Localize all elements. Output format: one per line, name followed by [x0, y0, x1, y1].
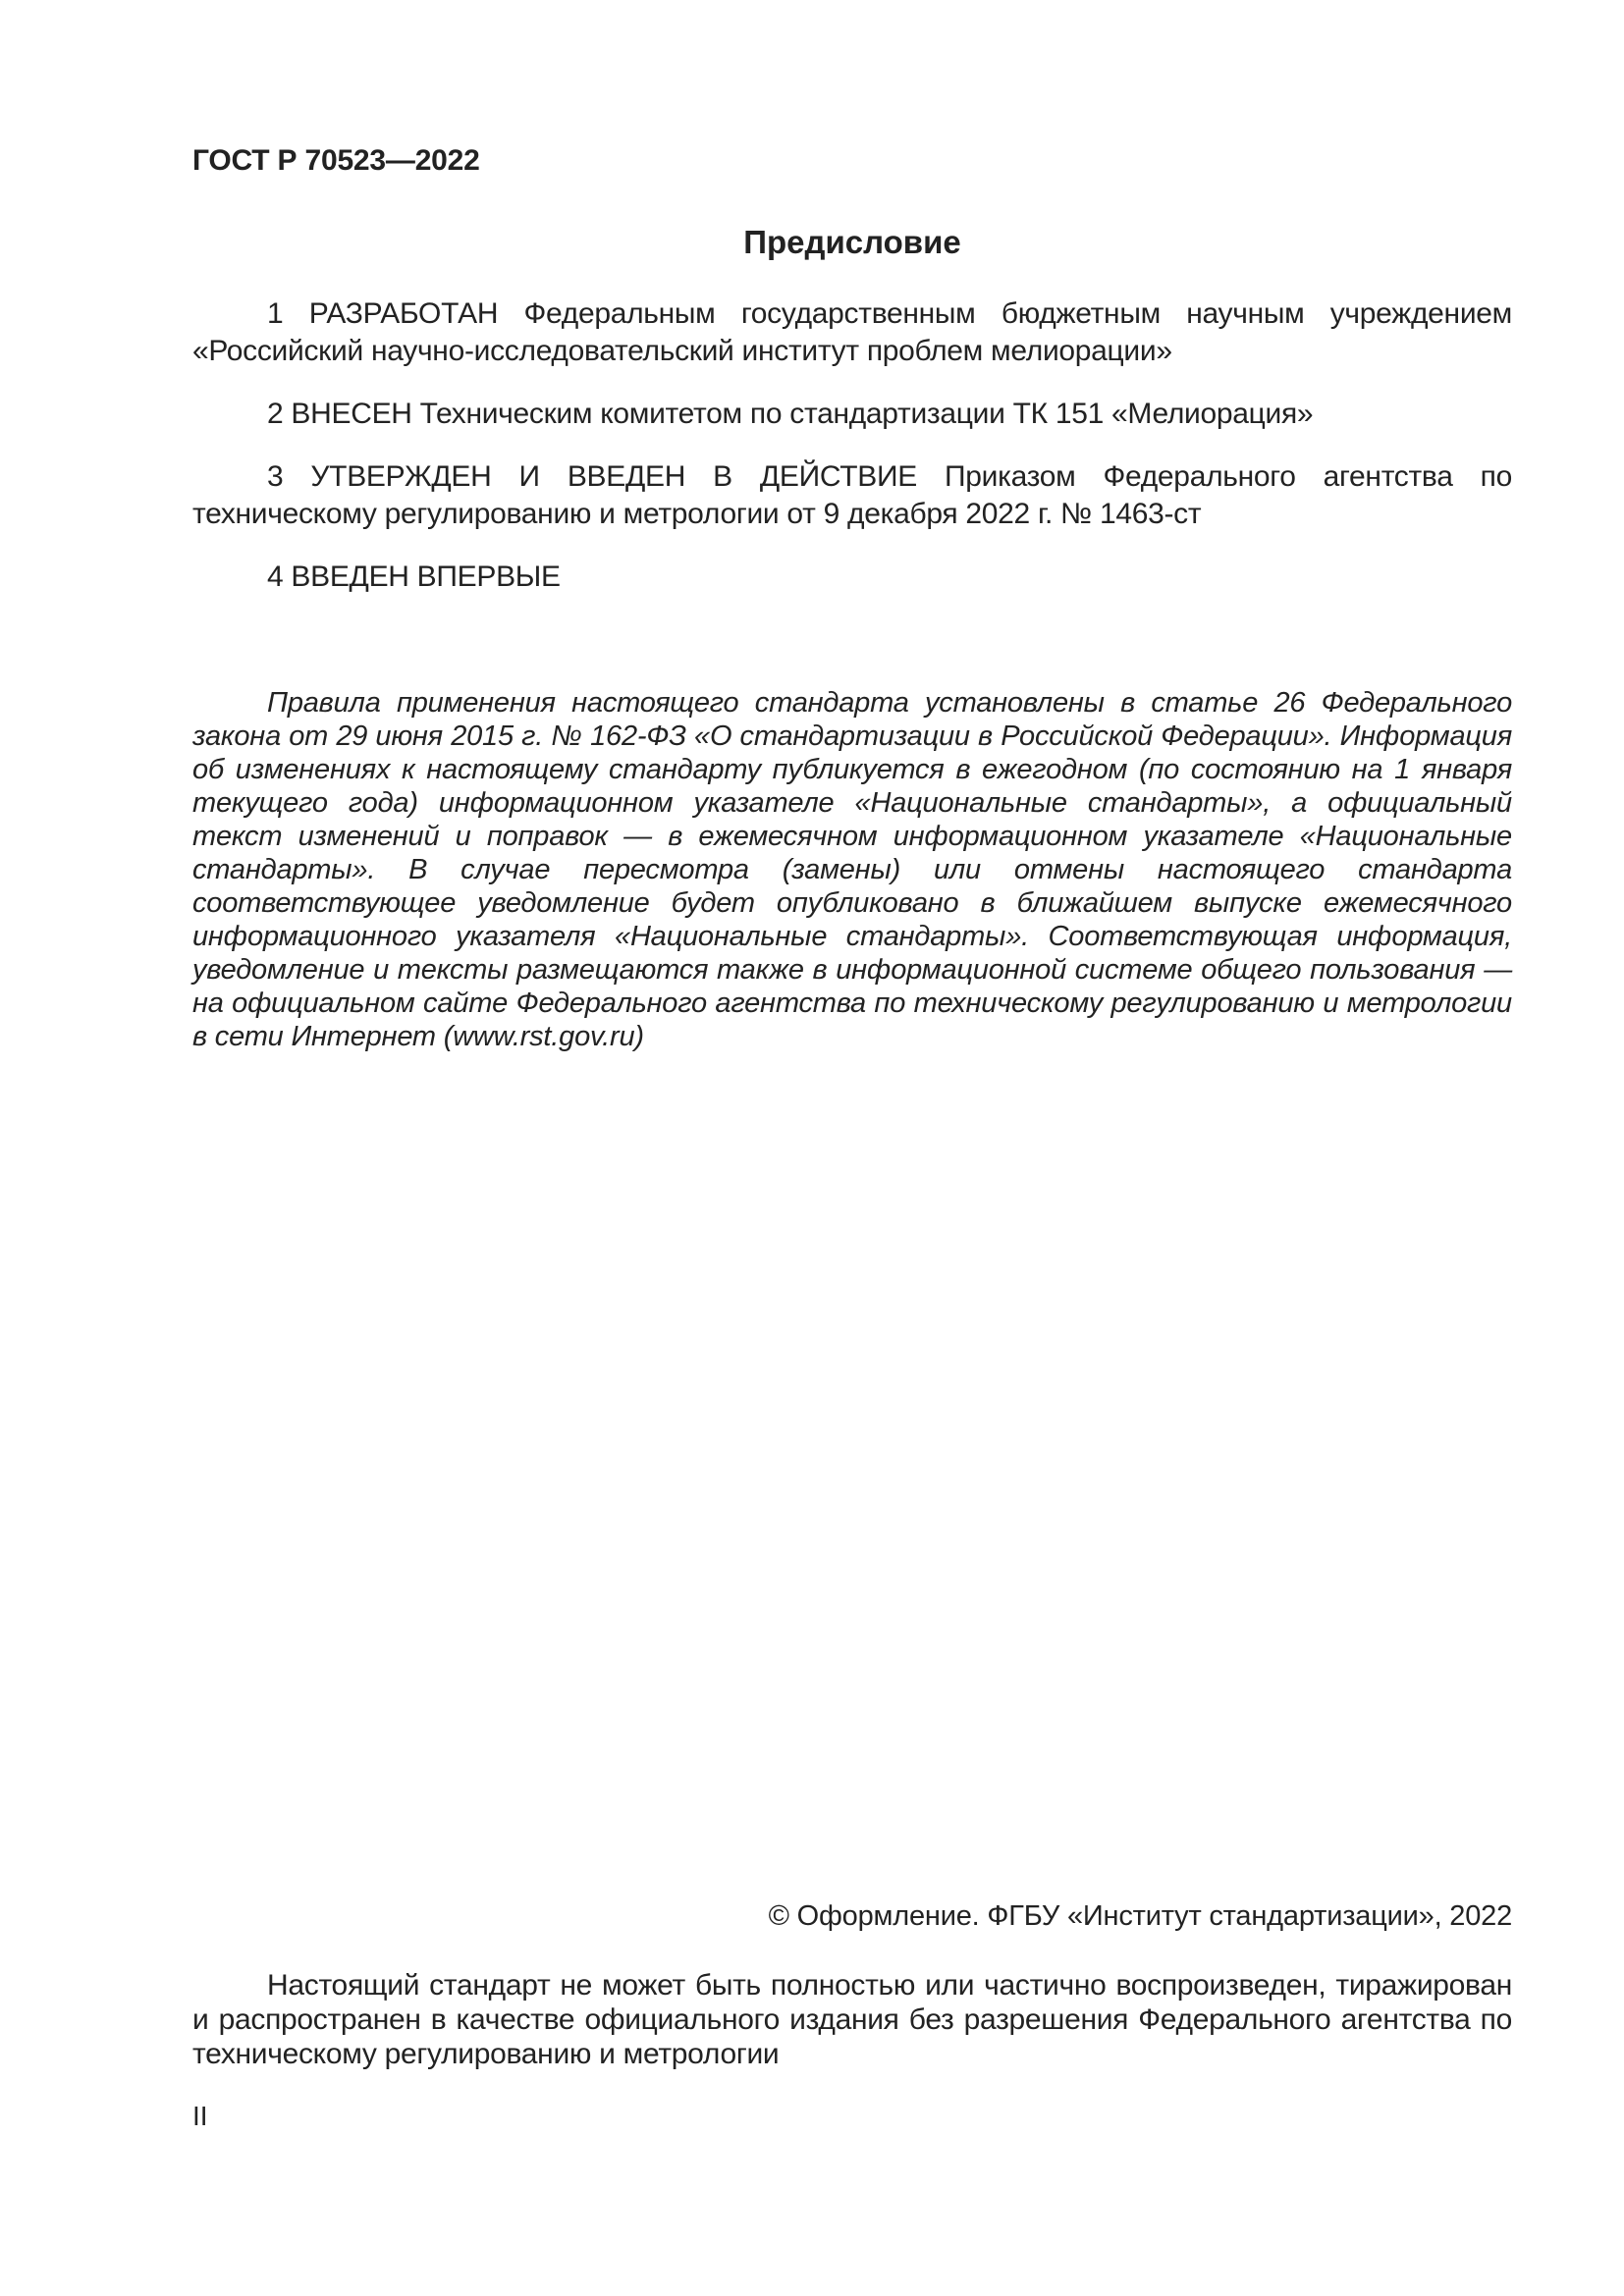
distribution-restriction-note: Настоящий стандарт не может быть полностью или частично воспроизведен, тиражирован и распространен в качестве официального издания без разрешения Федерального агентства по техническому регулированию и метрологии: [192, 1969, 1512, 2070]
legal-application-note: Правила применения настоящего стандарта установлены в статье 26 Федерального закона от 29 июня 2015 г. № 162-ФЗ «О стандартизации в Российской Федерации». Информация об изменениях к настоящему стандарту публикуется в ежегодном (по состоянию на 1 января текущего года) информационном указателе «Национальные стандарты», а официальный текст изменений и поправок — в ежемесячном информационном указателе «Национальные стандарты». В случае пересмотра (замены) или отмены настоящего стандарта соответствующее уведомление будет опубликовано в ближайшем выпуске ежемесячного информационного указателя «Национальные стандарты». Соответствующая информация, уведомление и тексты размещаются также в информационной системе общего пользования — на официальном сайте Федерального агентства по техническому регулированию и метрологии в сети Интернет (www.rst.gov.ru): [192, 687, 1512, 1052]
page-number: II: [192, 2101, 208, 2131]
foreword-title: Предисловие: [743, 224, 961, 260]
foreword-item-submitted: 2 ВНЕСЕН Техническим комитетом по стандартизации ТК 151 «Мелиорация»: [267, 398, 1314, 430]
foreword-item-introduced: 4 ВВЕДЕН ВПЕРВЫЕ: [267, 561, 561, 593]
foreword-item-approved: 3 УТВЕРЖДЕН И ВВЕДЕН В ДЕЙСТВИЕ Приказом Федерального агентства по техническому регулированию и метрологии от 9 декабря 2022 г. № 1463-ст: [192, 460, 1512, 530]
foreword-item-developed: 1 РАЗРАБОТАН Федеральным государственным бюджетным научным учреждением «Российский научно-исследовательский институт проблем мелиорации»: [192, 297, 1512, 367]
page-content: [192, 0, 1512, 1082]
page-footer: [192, 1899, 1512, 2132]
copyright-line: © Оформление. ФГБУ «Институт стандартизации», 2022: [768, 1900, 1512, 1932]
standard-code: ГОСТ Р 70523—2022: [192, 144, 480, 177]
